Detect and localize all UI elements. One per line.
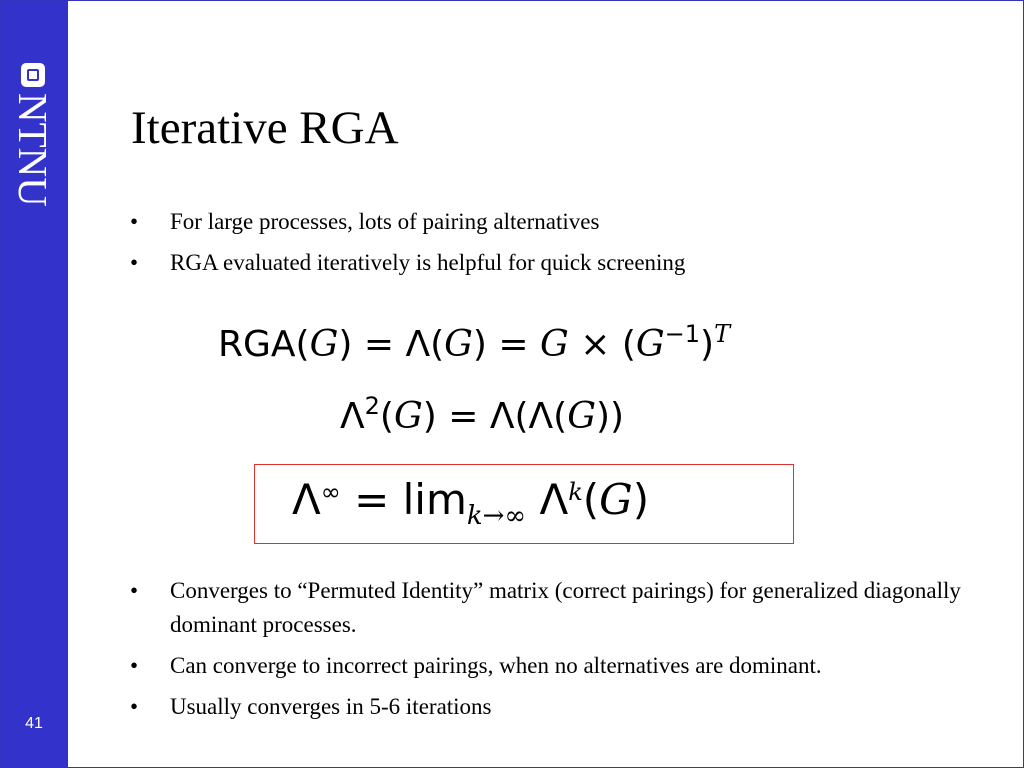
- equation-rga-squared: $\Lambda^2(G) = \Lambda(\Lambda(G))$: [340, 392, 625, 437]
- equation-rga-definition: $RGA(G) = \Lambda(G) = G \times (G^{-1})^T$: [218, 320, 731, 365]
- bullet-list-bottom: [130, 574, 990, 731]
- slide-title: Iterative RGA: [131, 102, 399, 154]
- equation-rga-limit: $\Lambda^\infty = \lim_{k\to\infty} \Lambda^k(G)$: [292, 475, 650, 531]
- page-number: 41: [25, 715, 43, 732]
- bullet-list-top: [130, 205, 685, 287]
- bullet-item: • RGA evaluated iteratively is helpful for quick screening: [130, 246, 685, 280]
- bullet-item: • For large processes, lots of pairing alternatives: [130, 205, 685, 239]
- sidebar: [0, 0, 68, 768]
- bullet-item: • Converges to “Permuted Identity” matrix (correct pairings) for generalized diagonally dominant processes.: [130, 574, 990, 642]
- ntnu-logo-icon: [21, 63, 45, 87]
- bullet-item: • Can converge to incorrect pairings, when no alternatives are dominant.: [130, 649, 990, 683]
- ntnu-logo-text: NTNU: [10, 93, 56, 207]
- bullet-item: • Usually converges in 5-6 iterations: [130, 690, 990, 724]
